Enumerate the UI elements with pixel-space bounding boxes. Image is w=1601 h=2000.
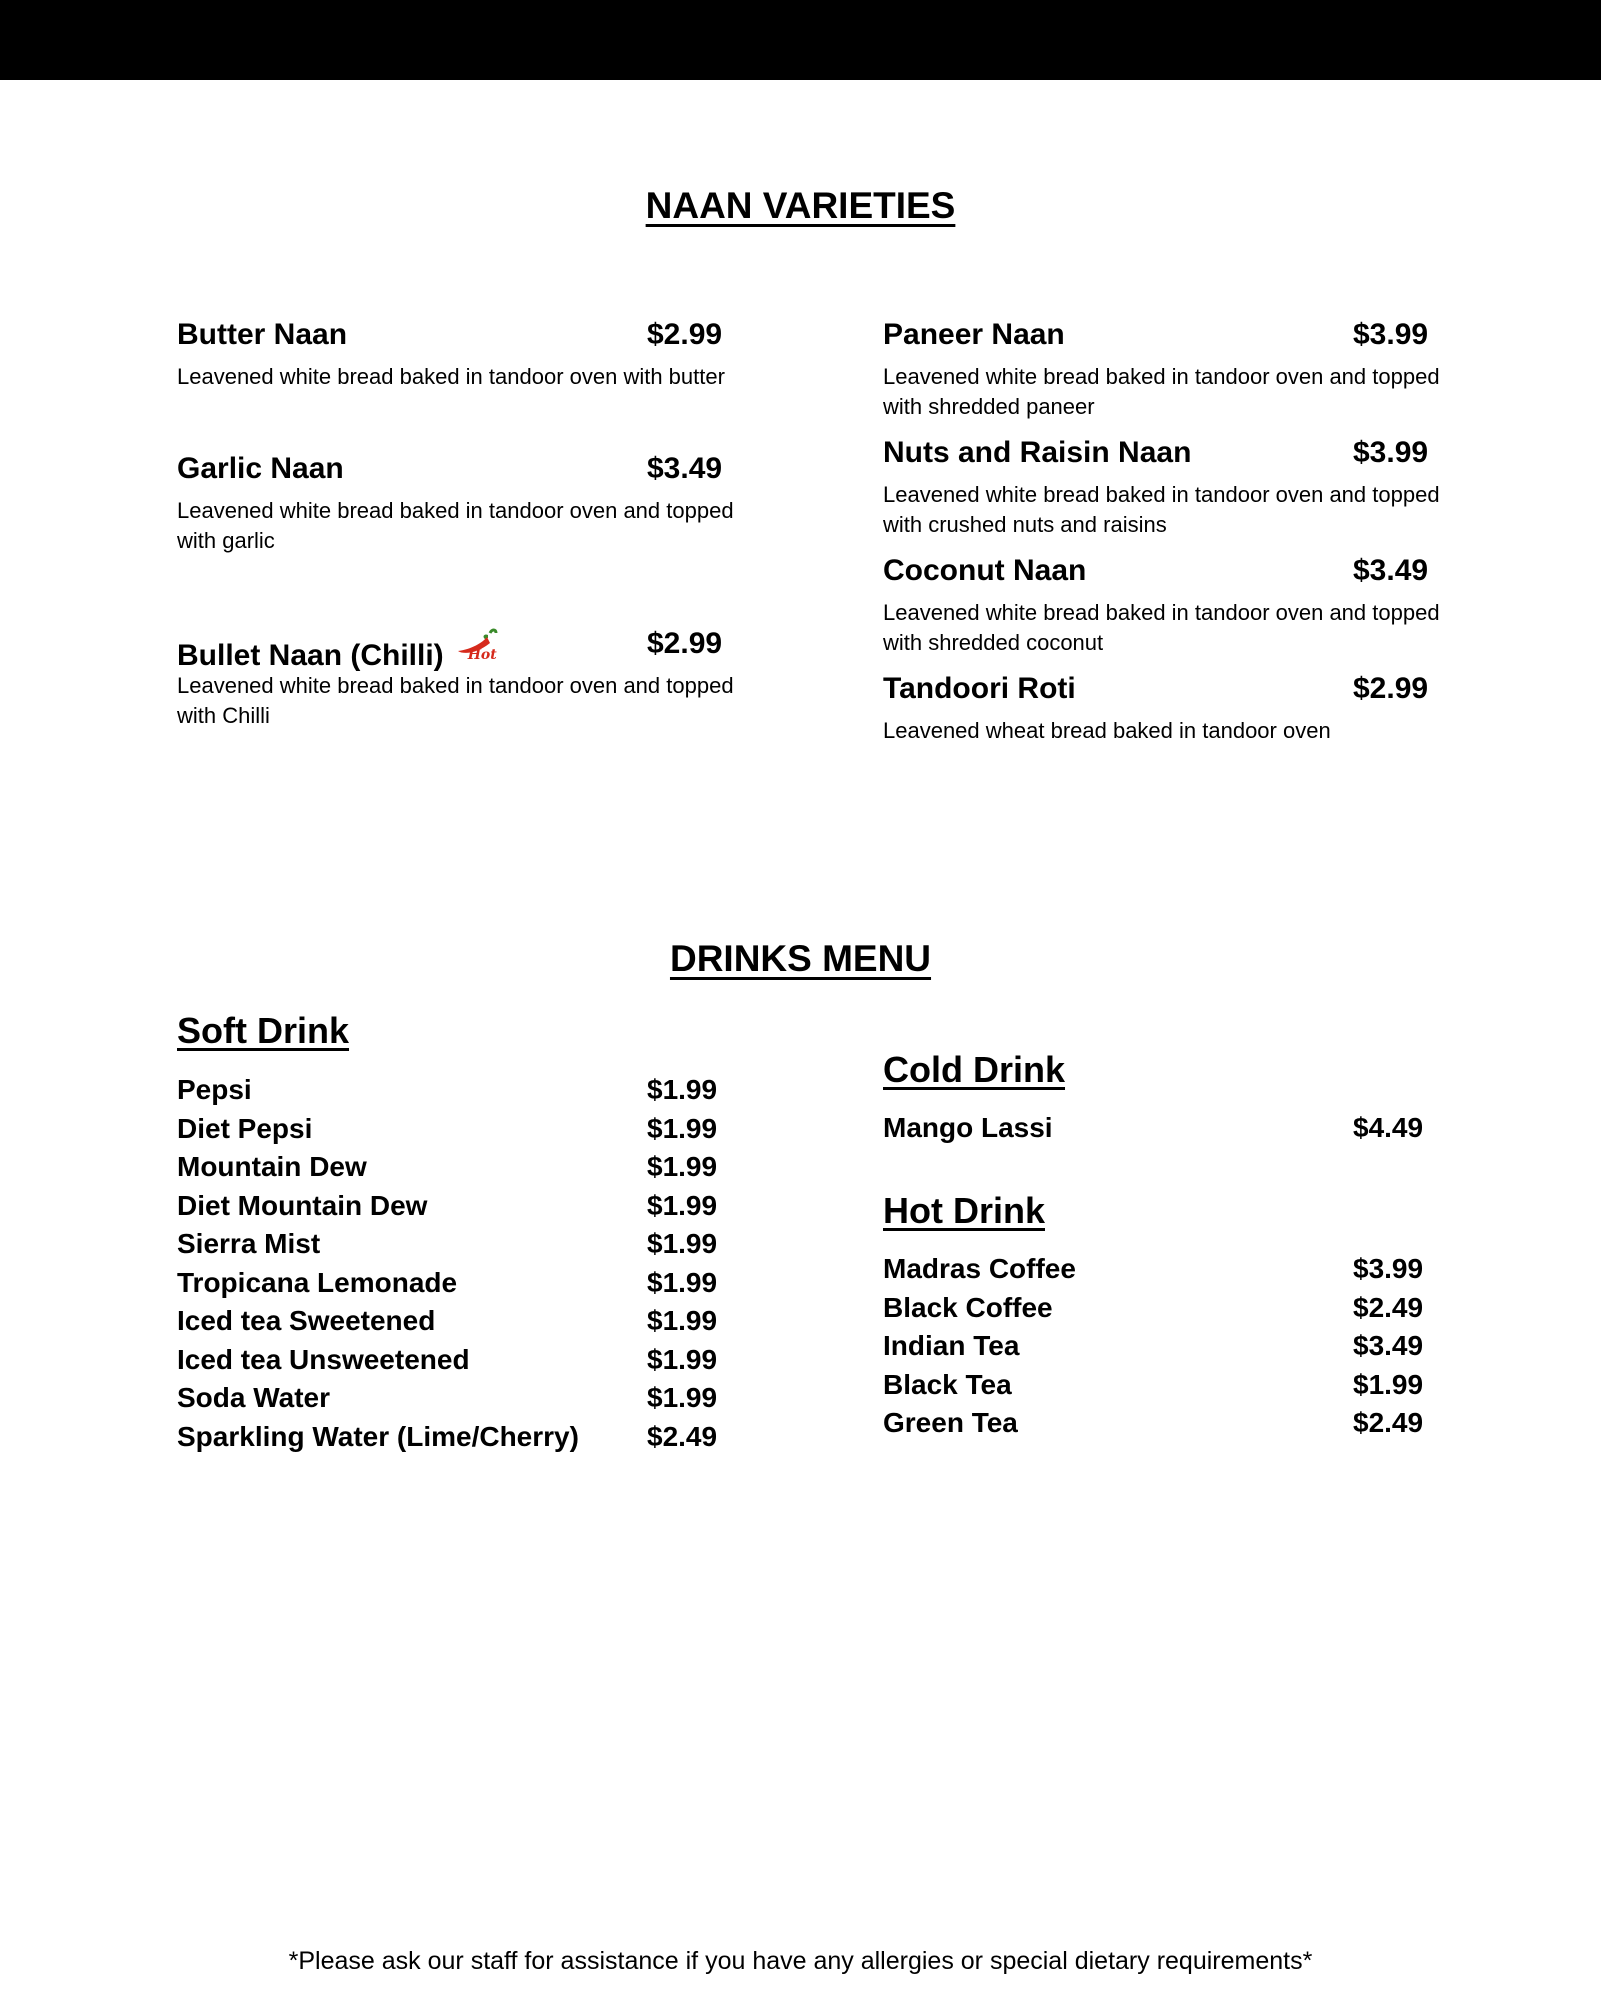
drink-price: $1.99: [647, 1112, 718, 1144]
list-item: [177, 1382, 777, 1421]
list-item: [883, 1330, 1483, 1369]
menu-item-bullet-naan: [177, 627, 777, 731]
list-item: [177, 1074, 777, 1113]
hot-drink-list: [883, 1253, 1483, 1446]
item-price: $2.99: [647, 318, 723, 351]
drink-name: Mountain Dew: [177, 1151, 367, 1182]
drink-price: $2.49: [1353, 1407, 1424, 1438]
hot-chilli-icon: Hot: [454, 627, 498, 669]
item-description: Leavened white bread baked in tandoor oven with butter: [177, 364, 725, 389]
soft-drink-heading: Soft Drink: [177, 1010, 350, 1051]
item-name: Coconut Naan: [883, 554, 1087, 587]
drink-price: $1.99: [647, 1151, 718, 1182]
drink-name: Tropicana Lemonade: [177, 1266, 458, 1298]
cold-drink-heading: Cold Drink: [883, 1049, 1066, 1090]
drink-name: Sierra Mist: [177, 1228, 321, 1259]
list-item: [177, 1267, 777, 1306]
drink-price: $1.99: [647, 1343, 718, 1375]
list-item: [177, 1151, 777, 1190]
item-description: Leavened white bread baked in tandoor oven and topped with shredded paneer: [883, 364, 1440, 419]
list-item: [177, 1190, 777, 1229]
menu-item-coconut-naan: [883, 554, 1483, 658]
item-name: Tandoori Roti: [883, 672, 1076, 705]
drink-name: Black Tea: [883, 1368, 1012, 1400]
drink-price: $3.49: [1353, 1330, 1424, 1361]
naan-section-title: NAAN VARIETIES: [645, 185, 956, 226]
list-item: [883, 1292, 1483, 1331]
drink-name: Green Tea: [883, 1407, 1018, 1438]
item-name-wrap: [177, 627, 498, 673]
drink-price: $1.99: [647, 1074, 718, 1105]
item-description: Leavened white bread baked in tandoor oven and topped with garlic: [177, 498, 734, 553]
item-price: $3.49: [1353, 554, 1429, 587]
menu-item-nuts-raisin-naan: [883, 436, 1483, 540]
menu-item-butter-naan: [177, 318, 777, 392]
item-name: Garlic Naan: [177, 452, 344, 485]
list-item: [883, 1407, 1483, 1446]
drink-name: Black Coffee: [883, 1291, 1053, 1323]
drink-price: $2.49: [647, 1420, 718, 1452]
drink-name: Indian Tea: [883, 1330, 1020, 1361]
drink-name: Sparkling Water (Lime/Cherry): [177, 1420, 579, 1452]
item-description: Leavened white bread baked in tandoor oven and topped with Chilli: [177, 673, 734, 728]
menu-item-garlic-naan: [177, 452, 777, 556]
cold-drink-list: [883, 1112, 1483, 1151]
item-price: $3.49: [647, 452, 723, 485]
drink-price: $2.49: [1353, 1291, 1424, 1323]
item-description: Leavened wheat bread baked in tandoor oven: [883, 718, 1331, 743]
drink-name: Pepsi: [177, 1074, 252, 1105]
list-item: [883, 1253, 1483, 1292]
drink-name: Diet Pepsi: [177, 1112, 313, 1144]
list-item: [177, 1228, 777, 1267]
drink-price: $1.99: [1353, 1368, 1424, 1400]
soft-drink-list: [177, 1074, 777, 1459]
drink-price: $4.49: [1353, 1112, 1424, 1143]
item-description: Leavened white bread baked in tandoor oven and topped with crushed nuts and raisins: [883, 482, 1440, 537]
list-item: [177, 1113, 777, 1152]
drink-price: $1.99: [647, 1228, 718, 1259]
list-item: [883, 1112, 1483, 1151]
drink-price: $1.99: [647, 1305, 718, 1336]
drink-name: Soda Water: [177, 1382, 330, 1413]
drink-name: Iced tea Unsweetened: [177, 1343, 470, 1375]
drinks-section-title: DRINKS MENU: [669, 938, 932, 979]
drink-price: $1.99: [647, 1266, 718, 1298]
drink-name: Mango Lassi: [883, 1112, 1053, 1143]
item-name: Paneer Naan: [883, 318, 1065, 351]
drink-name: Madras Coffee: [883, 1253, 1076, 1284]
menu-item-paneer-naan: [883, 318, 1483, 422]
hot-drink-heading: Hot Drink: [883, 1190, 1045, 1231]
drink-name: Diet Mountain Dew: [177, 1189, 428, 1221]
list-item: [883, 1369, 1483, 1408]
list-item: [177, 1344, 777, 1383]
drink-price: $1.99: [647, 1382, 718, 1413]
item-name: Nuts and Raisin Naan: [883, 436, 1192, 469]
menu-item-tandoori-roti: [883, 672, 1483, 746]
drink-price: $3.99: [1353, 1253, 1424, 1284]
top-bar: [0, 0, 1601, 80]
drink-name: Iced tea Sweetened: [177, 1305, 436, 1336]
drink-price: $1.99: [647, 1189, 718, 1221]
allergy-footer-note: *Please ask our staff for assistance if you have any allergies or special dietary requirements*: [288, 1947, 1313, 1975]
item-name: Bullet Naan (Chilli): [177, 639, 444, 672]
item-name: Butter Naan: [177, 318, 348, 351]
item-price: $3.99: [1353, 436, 1429, 469]
item-price: $2.99: [647, 627, 723, 660]
item-price: $3.99: [1353, 318, 1429, 351]
list-item: [177, 1305, 777, 1344]
list-item: [177, 1421, 777, 1460]
item-description: Leavened white bread baked in tandoor oven and topped with shredded coconut: [883, 600, 1440, 655]
item-price: $2.99: [1353, 672, 1429, 705]
